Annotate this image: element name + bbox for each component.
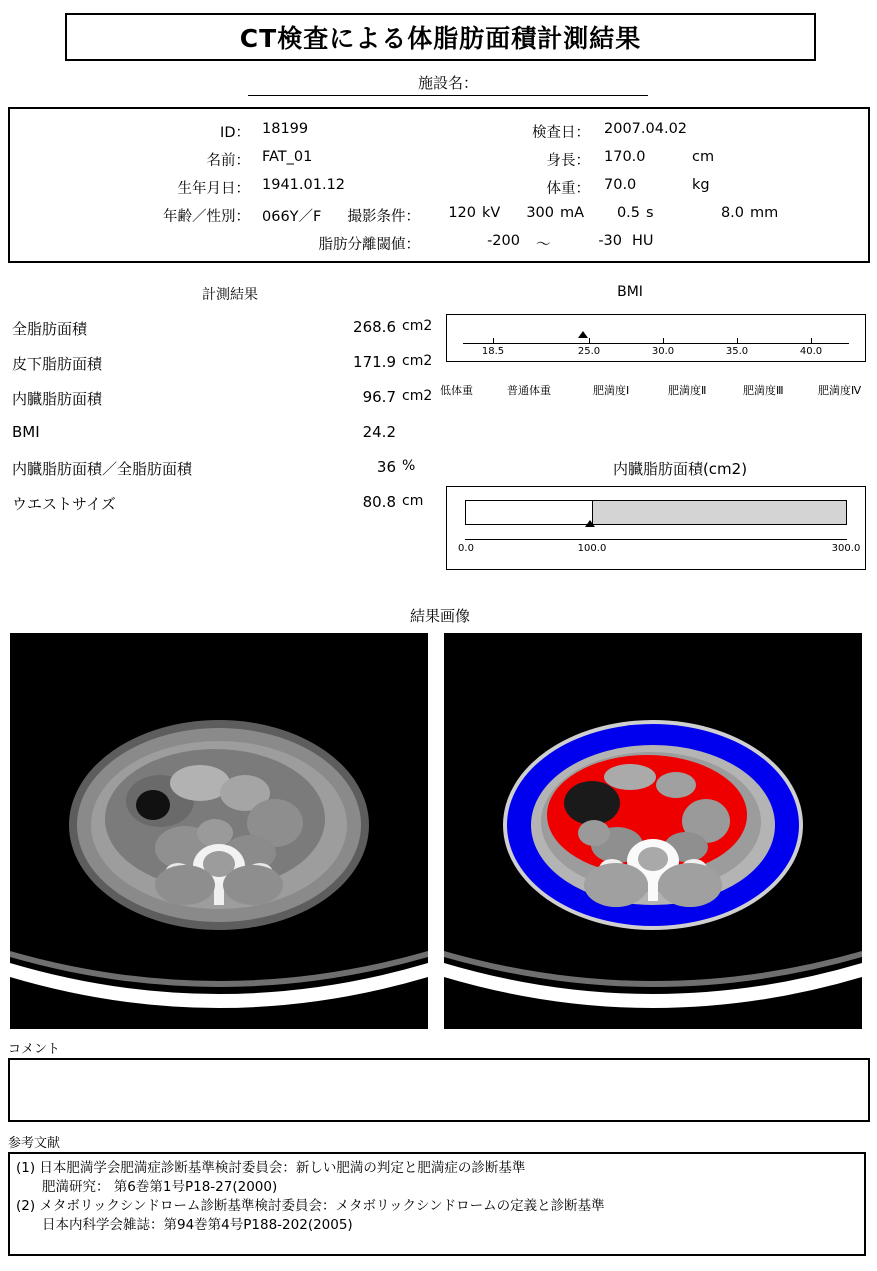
label-exam-date: 検査日： bbox=[532, 125, 590, 141]
vfa-value-marker bbox=[585, 520, 595, 527]
reference-line: (2) メタボリックシンドローム診断基準検討委員会：メタボリックシンドロームの定義と診断基準 bbox=[16, 1198, 605, 1214]
label-scan-condition: 撮影条件： bbox=[347, 209, 420, 225]
measurement-row bbox=[10, 493, 440, 528]
value-age-sex: 066Y／F bbox=[262, 209, 322, 225]
unit-seconds: s bbox=[646, 205, 654, 221]
measurement-label: BMI bbox=[12, 423, 40, 441]
label-weight: 体重： bbox=[546, 181, 590, 197]
value-weight: 70.0 bbox=[604, 177, 637, 193]
patient-info-box bbox=[8, 107, 870, 263]
bmi-tick-label: 25.0 bbox=[577, 346, 601, 357]
label-id: ID： bbox=[220, 125, 250, 141]
label-height: 身長： bbox=[546, 153, 590, 169]
label-name: 名前： bbox=[206, 153, 250, 169]
references-box bbox=[8, 1152, 866, 1256]
measurement-label: 皮下脂肪面積 bbox=[12, 355, 103, 373]
value-threshold-high: -30 bbox=[598, 233, 622, 249]
bmi-tick-label: 30.0 bbox=[651, 346, 675, 357]
unit-weight: kg bbox=[692, 177, 710, 193]
measurement-unit: % bbox=[402, 458, 416, 474]
ct-image-analyzed bbox=[444, 633, 862, 1029]
value-exam-date: 2007.04.02 bbox=[604, 121, 688, 137]
unit-threshold: HU bbox=[632, 233, 654, 249]
measurement-list bbox=[10, 318, 440, 528]
unit-ma: mA bbox=[560, 205, 585, 221]
measurement-value: 96.7 bbox=[362, 388, 396, 406]
bmi-category-label: 低体重 bbox=[440, 384, 473, 397]
measurement-value: 80.8 bbox=[362, 493, 396, 511]
value-kv: 120 bbox=[448, 205, 476, 221]
reference-line: 日本内科学会雑誌：第94巻第4号P188-202(2005) bbox=[42, 1217, 353, 1233]
bmi-tick-label: 40.0 bbox=[799, 346, 823, 357]
bmi-axis-line bbox=[463, 343, 849, 344]
bmi-tick bbox=[493, 338, 494, 343]
ct-scan-fat-segmented bbox=[444, 633, 862, 1029]
measurement-row bbox=[10, 423, 440, 458]
label-fat-threshold: 脂肪分離閾値： bbox=[318, 237, 420, 253]
measurement-label: ウエストサイズ bbox=[12, 495, 116, 513]
reference-line: (1) 日本肥満学会肥満症診断基準検討委員会：新しい肥満の判定と肥満症の診断基準 bbox=[16, 1160, 526, 1176]
value-threshold-low: -200 bbox=[487, 233, 520, 249]
vfa-normal-zone bbox=[465, 500, 593, 525]
bmi-category-labels bbox=[440, 382, 876, 398]
vfa-risk-zone bbox=[592, 500, 847, 525]
page-title: CT検査による体脂肪面積計測結果 bbox=[239, 24, 642, 53]
measurement-label: 全脂肪面積 bbox=[12, 320, 88, 338]
unit-slice-thickness: mm bbox=[750, 205, 779, 221]
value-ma: 300 bbox=[526, 205, 554, 221]
comment-box[interactable] bbox=[8, 1058, 870, 1122]
vfa-tick-label: 300.0 bbox=[831, 543, 861, 554]
bmi-category-label: 肥満度Ⅳ bbox=[818, 384, 862, 397]
section-title-results: 計測結果 bbox=[202, 287, 258, 303]
comment-label: コメント bbox=[8, 1042, 61, 1057]
label-birthdate: 生年月日： bbox=[177, 181, 250, 197]
measurement-unit: cm bbox=[402, 493, 424, 509]
measurement-row bbox=[10, 353, 440, 388]
reference-line: 肥満研究： 第6巻第1号P18-27(2000) bbox=[42, 1179, 278, 1195]
measurement-value: 171.9 bbox=[353, 353, 396, 371]
bmi-tick bbox=[589, 338, 590, 343]
vfa-tick-label: 100.0 bbox=[577, 543, 607, 554]
value-slice-thickness: 8.0 bbox=[720, 205, 744, 221]
threshold-range-separator: 〜 bbox=[536, 237, 551, 253]
section-title-visceral-fat-chart: 内臓脂肪面積(cm2) bbox=[612, 460, 748, 478]
unit-kv: kV bbox=[482, 205, 501, 221]
measurement-value: 36 bbox=[376, 458, 396, 476]
bmi-category-label: 肥満度Ⅲ bbox=[743, 384, 784, 397]
measurement-row bbox=[10, 388, 440, 423]
ct-image-original bbox=[10, 633, 428, 1029]
measurement-unit: cm2 bbox=[402, 318, 433, 334]
label-age-sex: 年齢／性別： bbox=[163, 209, 250, 225]
section-title-result-images: 結果画像 bbox=[409, 607, 470, 625]
visceral-fat-gauge bbox=[446, 486, 866, 570]
vfa-tick-label: 0.0 bbox=[458, 543, 474, 554]
facility-name-field: 施設名： bbox=[248, 72, 648, 96]
bmi-tick-label: 35.0 bbox=[725, 346, 749, 357]
vfa-axis-line bbox=[465, 539, 847, 540]
measurement-row bbox=[10, 318, 440, 353]
value-name: FAT_01 bbox=[262, 149, 313, 165]
value-seconds: 0.5 bbox=[616, 205, 640, 221]
bmi-category-label: 肥満度Ⅱ bbox=[668, 384, 707, 397]
measurement-row bbox=[10, 458, 440, 493]
section-title-bmi: BMI bbox=[617, 284, 643, 300]
report-title-box bbox=[65, 13, 816, 61]
references-label: 参考文献 bbox=[8, 1136, 61, 1151]
measurement-label: 内臓脂肪面積／全脂肪面積 bbox=[12, 460, 193, 478]
bmi-tick-label: 18.5 bbox=[481, 346, 505, 357]
unit-height: cm bbox=[692, 149, 715, 165]
bmi-tick bbox=[811, 338, 812, 343]
bmi-category-label: 普通体重 bbox=[507, 384, 551, 397]
measurement-value: 24.2 bbox=[362, 423, 396, 441]
measurement-value: 268.6 bbox=[353, 318, 396, 336]
value-id: 18199 bbox=[262, 121, 309, 137]
measurement-label: 内臓脂肪面積 bbox=[12, 390, 103, 408]
bmi-category-label: 肥満度Ⅰ bbox=[593, 384, 630, 397]
bmi-gauge bbox=[446, 314, 866, 362]
measurement-unit: cm2 bbox=[402, 388, 433, 404]
bmi-value-marker bbox=[578, 331, 588, 338]
value-height: 170.0 bbox=[604, 149, 646, 165]
value-birthdate: 1941.01.12 bbox=[262, 177, 346, 193]
ct-scan-grayscale bbox=[10, 633, 428, 1029]
bmi-tick bbox=[737, 338, 738, 343]
measurement-unit: cm2 bbox=[402, 353, 433, 369]
bmi-tick bbox=[663, 338, 664, 343]
